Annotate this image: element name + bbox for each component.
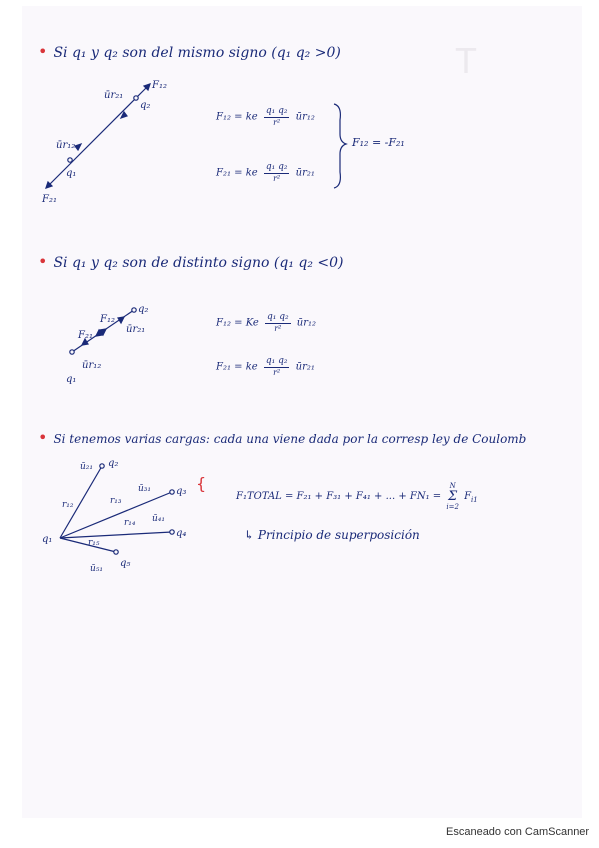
s2-q1-dot [70, 350, 74, 354]
s3-total-equation [236, 482, 478, 511]
s2-equation-f12 [216, 312, 316, 334]
s3-label-u51: ū₅₁ [90, 564, 104, 574]
bleed-through-text: T [455, 40, 481, 81]
s2-equation-f21 [216, 356, 315, 378]
s2-eq2-fraction [264, 356, 290, 378]
s3-label-r13: r₁₃ [110, 496, 122, 506]
s2-eq1-num: q₁ q₂ [267, 312, 289, 322]
s3-label-q3: q₃ [176, 486, 187, 497]
s3-label-u31: ū₃₁ [138, 484, 152, 494]
section3-title: Si tenemos varias cargas: cada una viene dada por la corresp ley de Coulomb [53, 432, 527, 446]
s3-q4-dot [170, 530, 174, 534]
s1-eq2-rhs: ūr₂₁ [295, 167, 315, 179]
s1-eq2-fraction [264, 162, 290, 184]
s2-eq1-lhs: F₁₂ = Ke [216, 317, 259, 329]
s3-label-r12: r₁₂ [62, 500, 74, 510]
s2-eq1-den: r² [274, 324, 282, 333]
s2-ur21-arrow [118, 317, 124, 323]
s1-eq2-den: r² [273, 174, 281, 183]
s3-label-q2: q₂ [108, 458, 119, 469]
s1-eq2-lhs: F₂₁ = ke [216, 167, 258, 179]
s3-label-u41: ū₄₁ [152, 514, 166, 524]
section3-heading [38, 428, 526, 447]
s3-sum-sub: i1 [471, 496, 478, 504]
s3-line-q4 [60, 532, 172, 538]
s2-label-q2: q₂ [138, 304, 149, 315]
s2-label-q1: q₁ [66, 374, 77, 385]
s1-eq1-den: r² [273, 118, 281, 127]
s3-label-q1: q₁ [42, 534, 53, 545]
s1-equation-f12 [216, 106, 315, 128]
s1-label-q2: q₂ [140, 100, 151, 111]
s2-q2-dot [132, 308, 136, 312]
s1-label-ur21: ūr₂₁ [104, 90, 124, 101]
s1-eq1-fraction [264, 106, 290, 128]
s1-eq1-rhs: ūr₁₂ [295, 111, 315, 123]
s3-q5-dot [114, 550, 118, 554]
s3-label-q4: q₄ [176, 528, 187, 539]
bullet-icon: • [38, 42, 48, 61]
s1-eq2-num: q₁ q₂ [265, 162, 288, 172]
s1-eq1-num: q₁ q₂ [265, 106, 288, 116]
s3-sum-sign: Σ [448, 489, 458, 504]
s1-q2-dot [134, 96, 138, 100]
s2-label-f12: F₁₂ [100, 314, 115, 325]
s1-label-f21: F₂₁ [42, 194, 57, 205]
s1-label-ur12: ūr₁₂ [56, 140, 76, 151]
s2-label-ur12: ūr₁₂ [82, 360, 102, 371]
s1-q1-dot [68, 158, 72, 162]
s2-label-ur21: ūr₂₁ [126, 324, 146, 335]
s3-label-r15: r₁₅ [88, 538, 100, 548]
section2-heading [38, 252, 344, 271]
scanner-footer: Escaneado con CamScanner [446, 826, 590, 838]
section1-title: Si q₁ y q₂ son del mismo signo (q₁ q₂ >0) [53, 45, 341, 61]
red-bracket-mark: { [196, 474, 207, 493]
s1-brace [334, 104, 346, 188]
s3-total-lhs: F₁TOTAL = F₂₁ + F₃₁ + F₄₁ + ... + FN₁ = [236, 491, 442, 502]
section2-title: Si q₁ y q₂ son de distinto signo (q₁ q₂ <0) [53, 255, 344, 271]
s3-principle: ↳ Principio de superposición [244, 528, 420, 542]
s2-eq2-num: q₁ q₂ [265, 356, 288, 366]
s2-eq1-fraction [265, 312, 291, 334]
s3-summation [446, 482, 459, 511]
s1-label-f12: F₁₂ [152, 80, 167, 91]
s3-q3-dot [170, 490, 174, 494]
bullet-icon: • [38, 428, 48, 447]
s1-eq1-lhs: F₁₂ = ke [216, 111, 258, 123]
s2-eq1-rhs: ūr₁₂ [296, 317, 317, 329]
s2-eq2-rhs: ūr₂₁ [295, 361, 315, 373]
s1-equation-f21 [216, 162, 315, 184]
s3-label-q5: q₅ [120, 558, 131, 569]
s2-eq2-lhs: F₂₁ = ke [216, 361, 258, 373]
s3-q2-dot [100, 464, 104, 468]
s1-ur12-arrow [75, 144, 81, 150]
s3-label-u21: ū₂₁ [80, 462, 94, 472]
s3-sum-term: F [464, 491, 472, 502]
s2-label-f21: F₂₁ [78, 330, 93, 341]
s1-label-q1: q₁ [66, 168, 77, 179]
bullet-icon: • [38, 252, 48, 271]
s3-sum-top: N [449, 482, 456, 490]
s3-label-r14: r₁₄ [124, 518, 136, 528]
s2-eq2-den: r² [273, 368, 281, 377]
s3-sum-bottom: i=2 [446, 503, 459, 511]
s1-result: F₁₂ = -F₂₁ [352, 136, 405, 149]
